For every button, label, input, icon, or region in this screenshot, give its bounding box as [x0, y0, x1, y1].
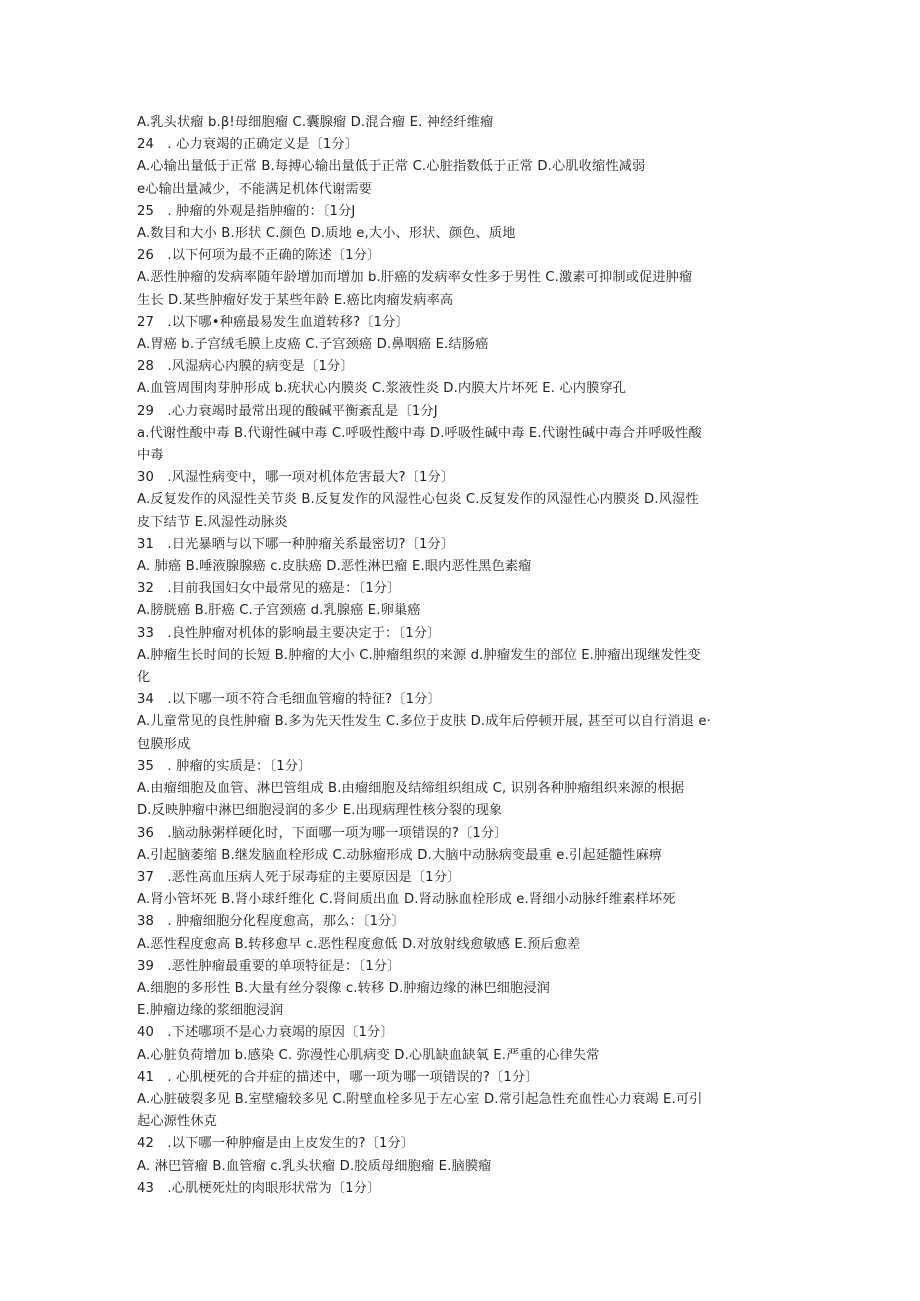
question-line: 43 .心肌梗死灶的肉眼形状常为〔1分〕 [137, 1180, 381, 1196]
answer-line: A.数目和大小 B.形状 C.颜色 D.质地 e,大小、形状、颜色、质地 [137, 226, 516, 242]
answer-line: A.细胞的多形性 B.大量有丝分裂像 c.转移 D.肿瘤边缘的淋巴细胞浸润 [137, 980, 551, 996]
question-line: 34 .以下哪一项不符合毛细血管瘤的特征?〔1分〕 [137, 692, 441, 708]
question-line: 33 .良性肿瘤对机体的影响最主要决定于：〔1分〕 [137, 625, 441, 641]
answer-line: A.引起脑萎缩 B.继发脑血栓形成 C.动脉瘤形成 D.大脑中动脉病变最重 e.引起延髓性麻痹 [137, 847, 663, 863]
question-line: 31 .日光暴晒与以下哪一种肿瘤关系最密切?〔1分〕 [137, 536, 455, 552]
answer-line: A.膀胱癌 B.肝癌 C.子宫颈癌 d.乳腺癌 E.卵巢癌 [137, 603, 421, 619]
answer-line: A.恶性肿瘤的发病率随年龄增加而增加 b.肝癌的发病率女性多于男性 C.激素可抑制或促进肿瘤 [137, 270, 693, 286]
answer-line: A.心脏负荷增加 b.感染 C. 弥漫性心肌病变 D.心肌缺血缺氧 E.严重的心律失常 [137, 1047, 600, 1063]
question-line: 42 .以下哪一种肿瘤是由上皮发生的?〔1分〕 [137, 1136, 415, 1152]
answer-line: D.反映肿瘤中淋巴细胞浸润的多少 E.出现病理性核分裂的现象 [137, 803, 503, 819]
answer-line: A. 淋巴管瘤 B.血管瘤 c.乳头状瘤 D.胶质母细胞瘤 E.脑膜瘤 [137, 1158, 492, 1174]
answer-line: 中毒 [137, 448, 164, 464]
question-line: 41 . 心肌梗死的合并症的描述中，哪一项为哪一项错误的?〔1分〕 [137, 1069, 539, 1085]
question-line: 39 .恶性肿瘤最重要的单项特征是：〔1分〕 [137, 958, 401, 974]
answer-line: 皮下结节 E.风湿性动脉炎 [137, 514, 288, 530]
answer-line: A.肾小管坏死 B.肾小球纤维化 C.肾间质出血 D.肾动脉血栓形成 e.肾细小动脉纤维素样坏死 [137, 892, 676, 908]
answer-line: A.心输出量低于正常 B.每搏心输出量低于正常 C.心脏指数低于正常 D.心肌收缩性减弱 [137, 159, 646, 175]
question-line: 26 .以下何项为最不正确的陈述〔1分〕 [137, 248, 381, 264]
answer-line: a.代谢性酸中毒 B.代谢性碱中毒 C.呼吸性酸中毒 D.呼吸性碱中毒 E.代谢性碱中毒合并呼吸性酸 [137, 425, 702, 441]
answer-line: 生长 D.某些肿瘤好发于某些年龄 E.癌比肉瘤发病率高 [137, 292, 454, 308]
question-line: 29 .心力衰竭时最常出现的酸碱平衡紊乱是〔1分J [137, 403, 438, 419]
question-line: 35 . 肿瘤的实质是：〔1分〕 [137, 758, 312, 774]
answer-line: E.肿瘤边缘的浆细胞浸润 [137, 1003, 284, 1019]
document-page [137, 112, 787, 1200]
answer-line: A.儿童常见的良性肿瘤 B.多为先天性发生 C.多位于皮肤 D.成年后停顿开展, 甚至可以自行消退 e· [137, 714, 711, 730]
question-line: 30 .风湿性病变中，哪一项对机体危害最大?〔1分〕 [137, 470, 455, 486]
answer-line: A.由瘤细胞及血管、淋巴管组成 B.由瘤细胞及结缔组织组成 C, 识别各种肿瘤组织来源的根据 [137, 781, 685, 797]
answer-line: A.心脏破裂多见 B.室壁瘤较多见 C.附壁血栓多见于左心室 D.常引起急性充血性心力衰竭 E.可引 [137, 1091, 703, 1107]
answer-line: 化 [137, 670, 151, 686]
answer-line: A.乳头状瘤 b.β!母细胞瘤 C.囊腺瘤 D.混合瘤 E. 神经纤维瘤 [137, 115, 494, 130]
answer-line: A.恶性程度愈高 B.转移愈早 c.恶性程度愈低 D.对放射线愈敏感 E.预后愈差 [137, 936, 581, 952]
answer-line: 起心源性休克 [137, 1114, 218, 1130]
answer-line: A.血管周围肉芽肿形成 b.疣状心内膜炎 C.浆液性炎 D.内膜大片坏死 E. 心内膜穿孔 [137, 381, 627, 397]
answer-line: A.反复发作的风湿性关节炎 B.反复发作的风湿性心包炎 C.反复发作的风湿性心内膜炎 D.风湿性 [137, 492, 699, 508]
question-line: 37 .恶性高血压病人死于尿毒症的主要原因是〔1分〕 [137, 869, 461, 885]
question-line: 38 . 肿瘤细胞分化程度愈高，那么：〔1分〕 [137, 914, 405, 930]
question-line: 25 . 肿瘤的外观是指肿瘤的：〔1分J [137, 203, 356, 219]
question-line: 24 . 心力衰竭的正确定义是〔1分〕 [137, 137, 359, 153]
answer-line: e心输出量减少，不能满足机体代谢需要 [137, 181, 372, 197]
question-line: 40 .下述哪项不是心力衰竭的原因〔1分〕 [137, 1025, 394, 1041]
question-line: 28 .风湿病心内膜的病变是〔1分〕 [137, 359, 354, 375]
answer-line: 包膜形成 [137, 736, 191, 752]
answer-line: A.肿瘤生长时间的长短 B.肿瘤的大小 C.肿瘤组织的来源 d.肿瘤发生的部位 E.肿瘤出现继发性变 [137, 647, 701, 663]
question-line: 27 .以下哪•种癌最易发生血道转移?〔1分〕 [137, 314, 409, 330]
answer-line: A. 肺癌 B.唾液腺腺癌 c.皮肤癌 D.恶性淋巴瘤 E.眼内恶性黑色素瘤 [137, 559, 532, 575]
question-line: 36 .脑动脉粥样硬化时，下面哪一项为哪一项错误的?〔1分〕 [137, 825, 508, 841]
question-line: 32 .目前我国妇女中最常见的癌是：〔1分〕 [137, 581, 401, 597]
answer-line: A.胃癌 b.子宫绒毛膜上皮癌 C.子宫颈癌 D.鼻咽癌 E.结肠癌 [137, 337, 489, 353]
